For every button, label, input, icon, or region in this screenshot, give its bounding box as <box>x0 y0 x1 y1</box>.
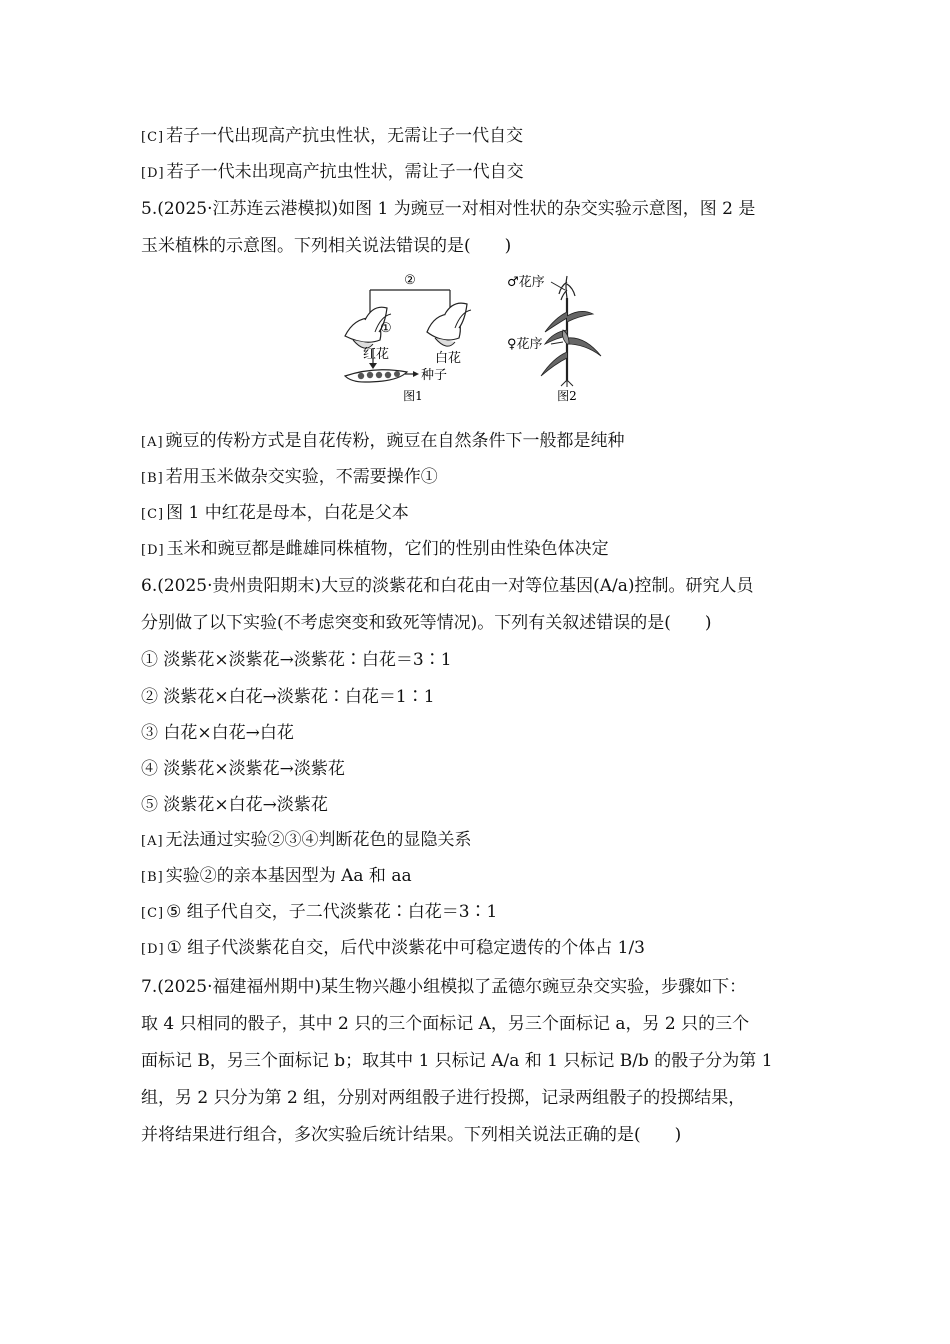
pea-pod-drawing <box>345 370 407 382</box>
female-inflorescence-label: ♀花序 <box>507 337 543 352</box>
corn-plant-drawing <box>541 276 601 387</box>
q5-option-d <box>141 538 609 562</box>
q7-stem-line4: 组，另 2 只分为第 2 组，分别对两组骰子进行投掷，记录两组骰子的投掷结果， <box>141 1088 746 1108</box>
option-tag: [B] <box>141 471 164 486</box>
q6-option-d <box>141 937 645 961</box>
option-tag: [C] <box>141 906 165 921</box>
q6-stem-line1: 6.(2025·贵州贵阳期末)大豆的淡紫花和白花由一对等位基因(A/a)控制。研究人员 <box>141 576 754 596</box>
figure-1-pea-cross <box>335 268 485 408</box>
q6-option-b <box>141 865 412 889</box>
option-tag: [C] <box>141 507 165 522</box>
q6-experiment-5: ⑤ 淡紫花×白花→淡紫花 <box>141 795 328 815</box>
option-tag: [C] <box>141 130 165 145</box>
q5-option-a <box>141 430 625 454</box>
option-text: 无法通过实验②③④判断花色的显隐关系 <box>165 830 472 850</box>
q4-option-c <box>141 125 523 149</box>
white-flower-drawing <box>427 303 471 346</box>
q6-experiment-1: ① 淡紫花×淡紫花→淡紫花∶白花＝3∶1 <box>141 650 452 670</box>
option-text: ⑤ 组子代自交，子二代淡紫花∶白花＝3∶1 <box>166 902 498 922</box>
red-flower-label: 红花 <box>363 347 390 362</box>
q6-experiment-3: ③ 白花×白花→白花 <box>141 723 294 743</box>
q6-experiment-2: ② 淡紫花×白花→淡紫花∶白花＝1∶1 <box>141 687 435 707</box>
white-flower-label: 白花 <box>435 351 462 366</box>
option-tag: [A] <box>141 834 164 849</box>
option-tag: [D] <box>141 942 165 957</box>
figure-2-caption: 图2 <box>557 389 577 403</box>
male-inflorescence-label: ♂花序 <box>507 275 545 290</box>
q6-option-a <box>141 829 472 853</box>
option-text: 若子一代出现高产抗虫性状，无需让子一代自交 <box>166 126 524 146</box>
seed-label: 种子 <box>421 368 448 383</box>
label-1: ① <box>380 321 392 336</box>
option-text: 玉米和豌豆都是雌雄同株植物，它们的性别由性染色体决定 <box>166 539 609 559</box>
q7-stem-line3: 面标记 B，另三个面标记 b；取其中 1 只标记 A/a 和 1 只标记 B/b 的骰子分为第 1 <box>141 1051 773 1071</box>
option-text: 图 1 中红花是母本，白花是父本 <box>166 503 409 523</box>
q6-stem-line2: 分别做了以下实验(不考虑突变和致死等情况)。下列有关叙述错误的是( ) <box>141 613 712 633</box>
option-text: 若用玉米做杂交实验，不需要操作① <box>165 467 438 487</box>
q7-stem-line5: 并将结果进行组合，多次实验后统计结果。下列相关说法正确的是( ) <box>141 1125 682 1145</box>
option-tag: [D] <box>141 543 165 558</box>
q7-stem-line1: 7.(2025·福建福州期中)某生物兴趣小组模拟了孟德尔豌豆杂交实验，步骤如下： <box>141 977 747 997</box>
q6-option-c <box>141 901 497 925</box>
q5-option-c <box>141 502 409 526</box>
option-tag: [D] <box>141 166 165 181</box>
figure-1-caption: 图1 <box>403 389 423 403</box>
option-text: 实验②的亲本基因型为 Aa 和 aa <box>165 866 412 886</box>
option-tag: [B] <box>141 870 164 885</box>
option-text: ① 组子代淡紫花自交，后代中淡紫花中可稳定遗传的个体占 1/3 <box>166 938 645 958</box>
q5-stem-line2: 玉米植株的示意图。下列相关说法错误的是( ) <box>141 236 512 256</box>
q6-experiment-4: ④ 淡紫花×淡紫花→淡紫花 <box>141 759 345 779</box>
label-2: ② <box>404 273 416 288</box>
q4-option-d <box>141 161 524 185</box>
option-tag: [A] <box>141 435 164 450</box>
q5-option-b <box>141 466 438 490</box>
option-text: 若子一代未出现高产抗虫性状，需让子一代自交 <box>166 162 524 182</box>
q7-stem-line2: 取 4 只相同的骰子，其中 2 只的三个面标记 A，另三个面标记 a，另 2 只的三个 <box>141 1014 750 1034</box>
q5-stem-line1: 5.(2025·江苏连云港模拟)如图 1 为豌豆一对相对性状的杂交实验示意图，图 2 是 <box>141 199 756 219</box>
option-text: 豌豆的传粉方式是自花传粉，豌豆在自然条件下一般都是纯种 <box>165 431 625 451</box>
figure-2-corn-plant <box>505 268 620 408</box>
